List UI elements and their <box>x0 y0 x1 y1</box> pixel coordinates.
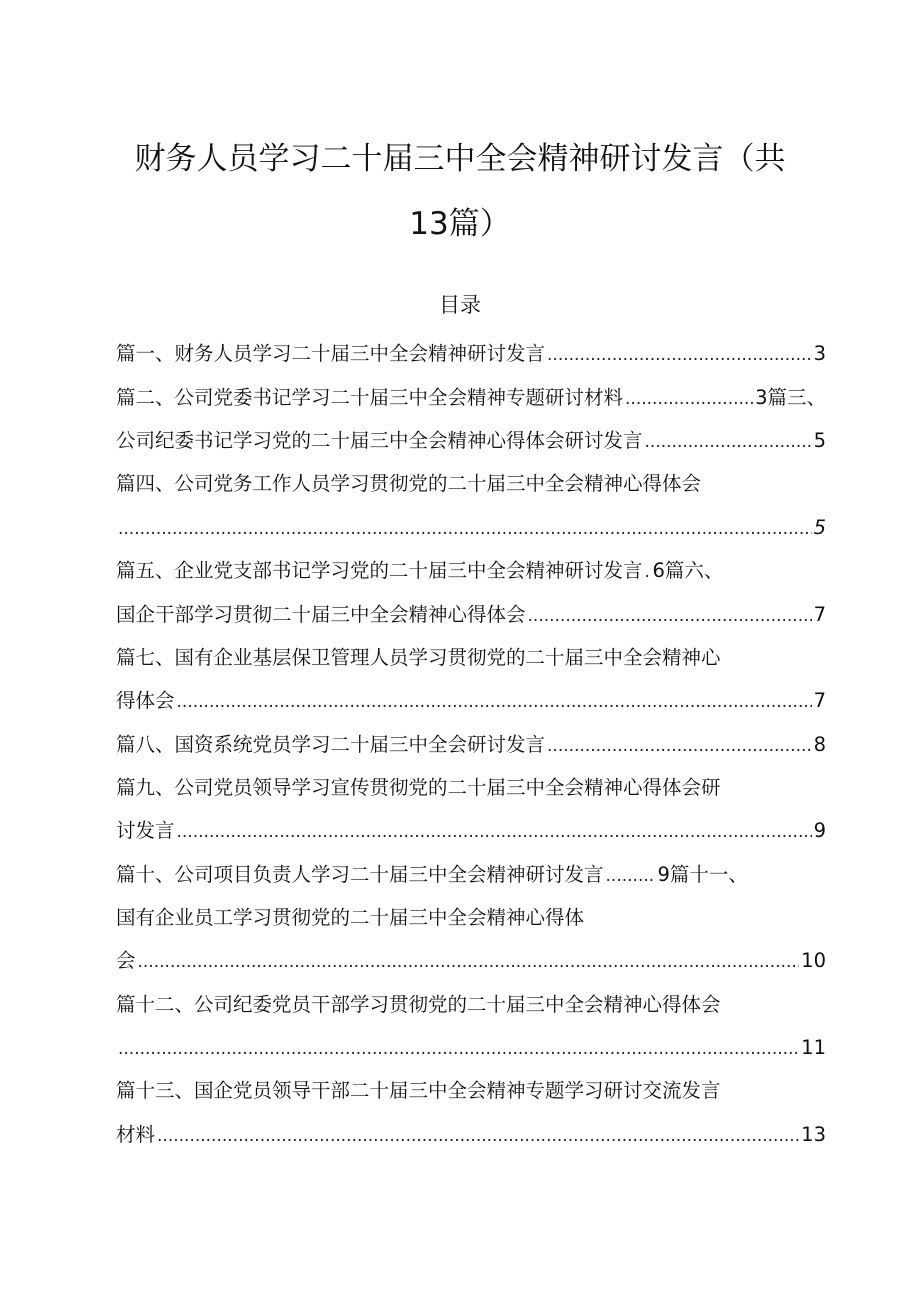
toc-entry-page: 8 <box>813 733 826 756</box>
toc-entry[interactable] <box>116 987 826 1023</box>
toc-entry[interactable] <box>116 900 826 936</box>
toc-entry[interactable] <box>116 727 826 763</box>
toc-leader-dots <box>138 944 800 979</box>
toc-leader-dots <box>157 1118 799 1153</box>
toc-entry[interactable] <box>116 423 826 459</box>
toc-entry-continuation[interactable] <box>116 943 826 979</box>
toc-heading: 目录 <box>439 293 481 317</box>
toc-entry-continuation[interactable] <box>116 683 826 719</box>
toc-entry-continuation[interactable] <box>116 510 826 546</box>
toc-leader-dots <box>547 728 812 763</box>
toc-entry-page: 7 <box>813 689 826 712</box>
toc-entry-page: 3 <box>813 342 826 365</box>
toc-entry-page: 13 <box>801 1123 826 1146</box>
toc-entry-continuation[interactable] <box>116 1030 826 1066</box>
toc-entry-title: 国企干部学习贯彻二十届三中全会精神心得体会 <box>116 603 526 626</box>
toc-entry-title: 篇九、公司党员领导学习宣传贯彻党的二十届三中全会精神心得体会研 <box>116 776 721 799</box>
toc-entry[interactable] <box>116 466 826 502</box>
toc-entry-title: 会 <box>116 949 136 972</box>
toc-entry-page: 11 <box>801 1036 826 1059</box>
toc-entry-page: 9篇十一、 <box>657 863 748 886</box>
toc-entry-title: 篇十二、公司纪委党员干部学习贯彻党的二十届三中全会精神心得体会 <box>116 993 721 1016</box>
toc-entry-title: 材料 <box>116 1123 156 1146</box>
toc-entry-page: 6篇六、 <box>652 559 724 582</box>
toc-leader-dots <box>118 511 812 546</box>
toc-leader-dots <box>625 381 753 416</box>
toc-entry[interactable] <box>116 640 826 676</box>
toc-entry-continuation[interactable] <box>116 1117 826 1153</box>
document-title-line-2: 13篇） <box>409 206 511 242</box>
toc-entry-title: 篇四、公司党务工作人员学习贯彻党的二十届三中全会精神心得体会 <box>116 472 702 495</box>
toc-entry-page: 5 <box>813 516 826 539</box>
toc-entry[interactable] <box>116 553 826 589</box>
toc-entry-page: 3篇三、 <box>755 386 826 409</box>
toc-entry[interactable] <box>116 857 826 893</box>
toc-entry-title: 篇十三、国企党员领导干部二十届三中全会精神专题学习研讨交流发言 <box>116 1079 721 1102</box>
toc-entry-page: 9 <box>813 819 826 842</box>
toc-entry-title: 国有企业员工学习贯彻党的二十届三中全会精神心得体 <box>116 906 585 929</box>
toc-leader-dots <box>177 684 812 719</box>
toc-entry-title: 篇五、企业党支部书记学习党的二十届三中全会精神研讨发言 <box>116 559 643 582</box>
toc-entry-page: 5 <box>813 429 826 452</box>
toc-leader-dots <box>528 598 812 633</box>
toc-entry-title: 篇一、财务人员学习二十届三中全会精神研讨发言 <box>116 342 546 365</box>
toc-leader-dots <box>645 554 651 589</box>
toc-leader-dots <box>118 1031 799 1066</box>
toc-entry-title: 得体会 <box>116 689 175 712</box>
toc-entry[interactable] <box>116 380 826 416</box>
toc-leader-dots <box>547 337 812 372</box>
toc-leader-dots <box>177 814 812 849</box>
toc-entry-continuation[interactable] <box>116 813 826 849</box>
toc-entry-title: 讨发言 <box>116 819 175 842</box>
toc-entry-title: 篇二、公司党委书记学习二十届三中全会精神专题研讨材料 <box>116 386 624 409</box>
toc-entry[interactable] <box>116 1073 826 1109</box>
toc-entry[interactable] <box>116 597 826 633</box>
toc-entry-title: 篇十、公司项目负责人学习二十届三中全会精神研讨发言 <box>116 863 604 886</box>
toc-entry[interactable] <box>116 336 826 372</box>
toc-leader-dots <box>606 858 656 893</box>
toc-entry[interactable] <box>116 770 826 806</box>
toc-leader-dots <box>645 424 812 459</box>
toc-entry-title: 篇七、国有企业基层保卫管理人员学习贯彻党的二十届三中全会精神心 <box>116 646 721 669</box>
toc-entry-page: 7 <box>813 603 826 626</box>
document-title-line-1: 财务人员学习二十届三中全会精神研讨发言（共 <box>134 141 786 177</box>
toc-entry-page: 10 <box>801 949 826 972</box>
toc-entry-title: 篇八、国资系统党员学习二十届三中全会研讨发言 <box>116 733 546 756</box>
toc-entry-title: 公司纪委书记学习党的二十届三中全会精神心得体会研讨发言 <box>116 429 643 452</box>
